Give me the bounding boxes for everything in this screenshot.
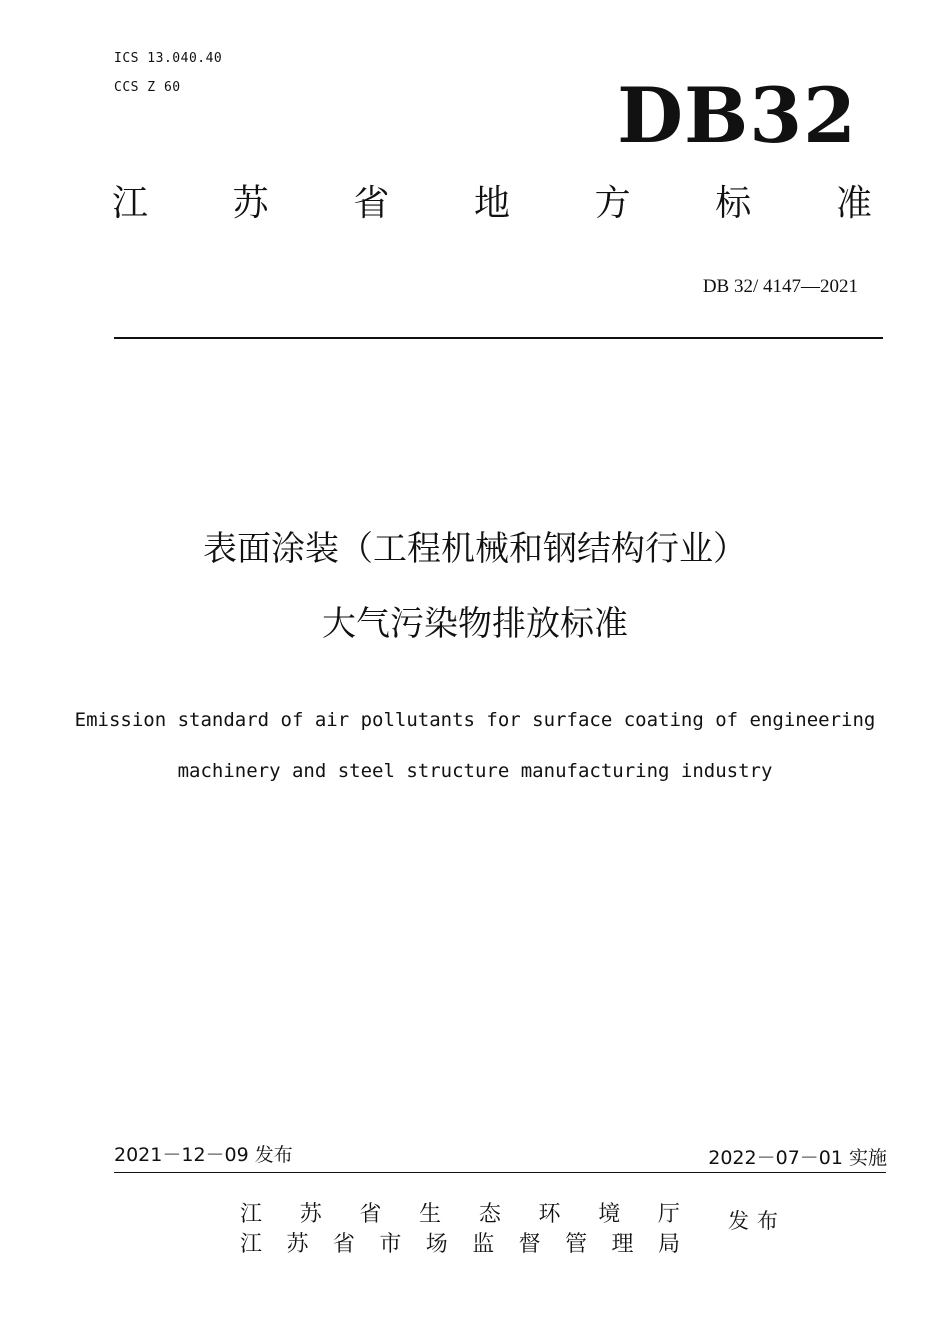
standard-type-char: 苏 [232, 183, 269, 224]
db32-logo: DB32 [617, 71, 857, 160]
publisher-char: 苏 [286, 1232, 309, 1257]
publisher-char: 态 [478, 1202, 501, 1227]
standard-type-char: 方 [594, 183, 631, 224]
publisher-char: 市 [379, 1232, 402, 1257]
publisher-char: 省 [359, 1202, 382, 1227]
title-chinese-line-2: 大气污染物排放标准 [322, 604, 628, 644]
publish-label: 发布 [728, 1209, 786, 1233]
standard-type-char: 准 [835, 183, 872, 224]
publisher-char: 生 [419, 1202, 442, 1227]
title-english-line-1: Emission standard of air pollutants for surface coating of engineering [74, 709, 876, 731]
publisher-ecology-department [240, 1204, 680, 1226]
standard-type-heading [112, 183, 872, 224]
publisher-char: 厅 [657, 1202, 680, 1227]
issue-date: 2021－12－09 发布 [114, 1144, 293, 1166]
publisher-char: 境 [598, 1202, 621, 1227]
publisher-char: 督 [518, 1232, 541, 1257]
publisher-char: 理 [611, 1232, 634, 1257]
publisher-char: 场 [425, 1232, 448, 1257]
title-chinese-line-1: 表面涂装（工程机械和钢结构行业） [203, 529, 747, 569]
publisher-market-regulation-bureau [240, 1234, 680, 1256]
publisher-char: 管 [565, 1232, 588, 1257]
standard-type-char: 标 [715, 183, 752, 224]
footer-divider [114, 1172, 886, 1173]
ccs-code: CCS Z 60 [114, 80, 181, 95]
publisher-char: 环 [538, 1202, 561, 1227]
header-divider [114, 337, 883, 339]
standard-type-char: 地 [473, 183, 510, 224]
publisher-char: 监 [472, 1232, 495, 1257]
publisher-char: 江 [240, 1202, 263, 1227]
ics-code: ICS 13.040.40 [114, 51, 223, 66]
publisher-char: 苏 [299, 1202, 322, 1227]
publisher-char: 局 [657, 1232, 680, 1257]
title-english-line-2: machinery and steel structure manufacturing industry [177, 760, 773, 782]
effective-date: 2022－07－01 实施 [708, 1147, 887, 1169]
standard-type-char: 江 [112, 183, 149, 224]
publisher-char: 省 [332, 1232, 355, 1257]
standard-number: DB 32/ 4147—2021 [702, 276, 858, 297]
publisher-char: 江 [240, 1232, 263, 1257]
standard-type-char: 省 [353, 183, 390, 224]
